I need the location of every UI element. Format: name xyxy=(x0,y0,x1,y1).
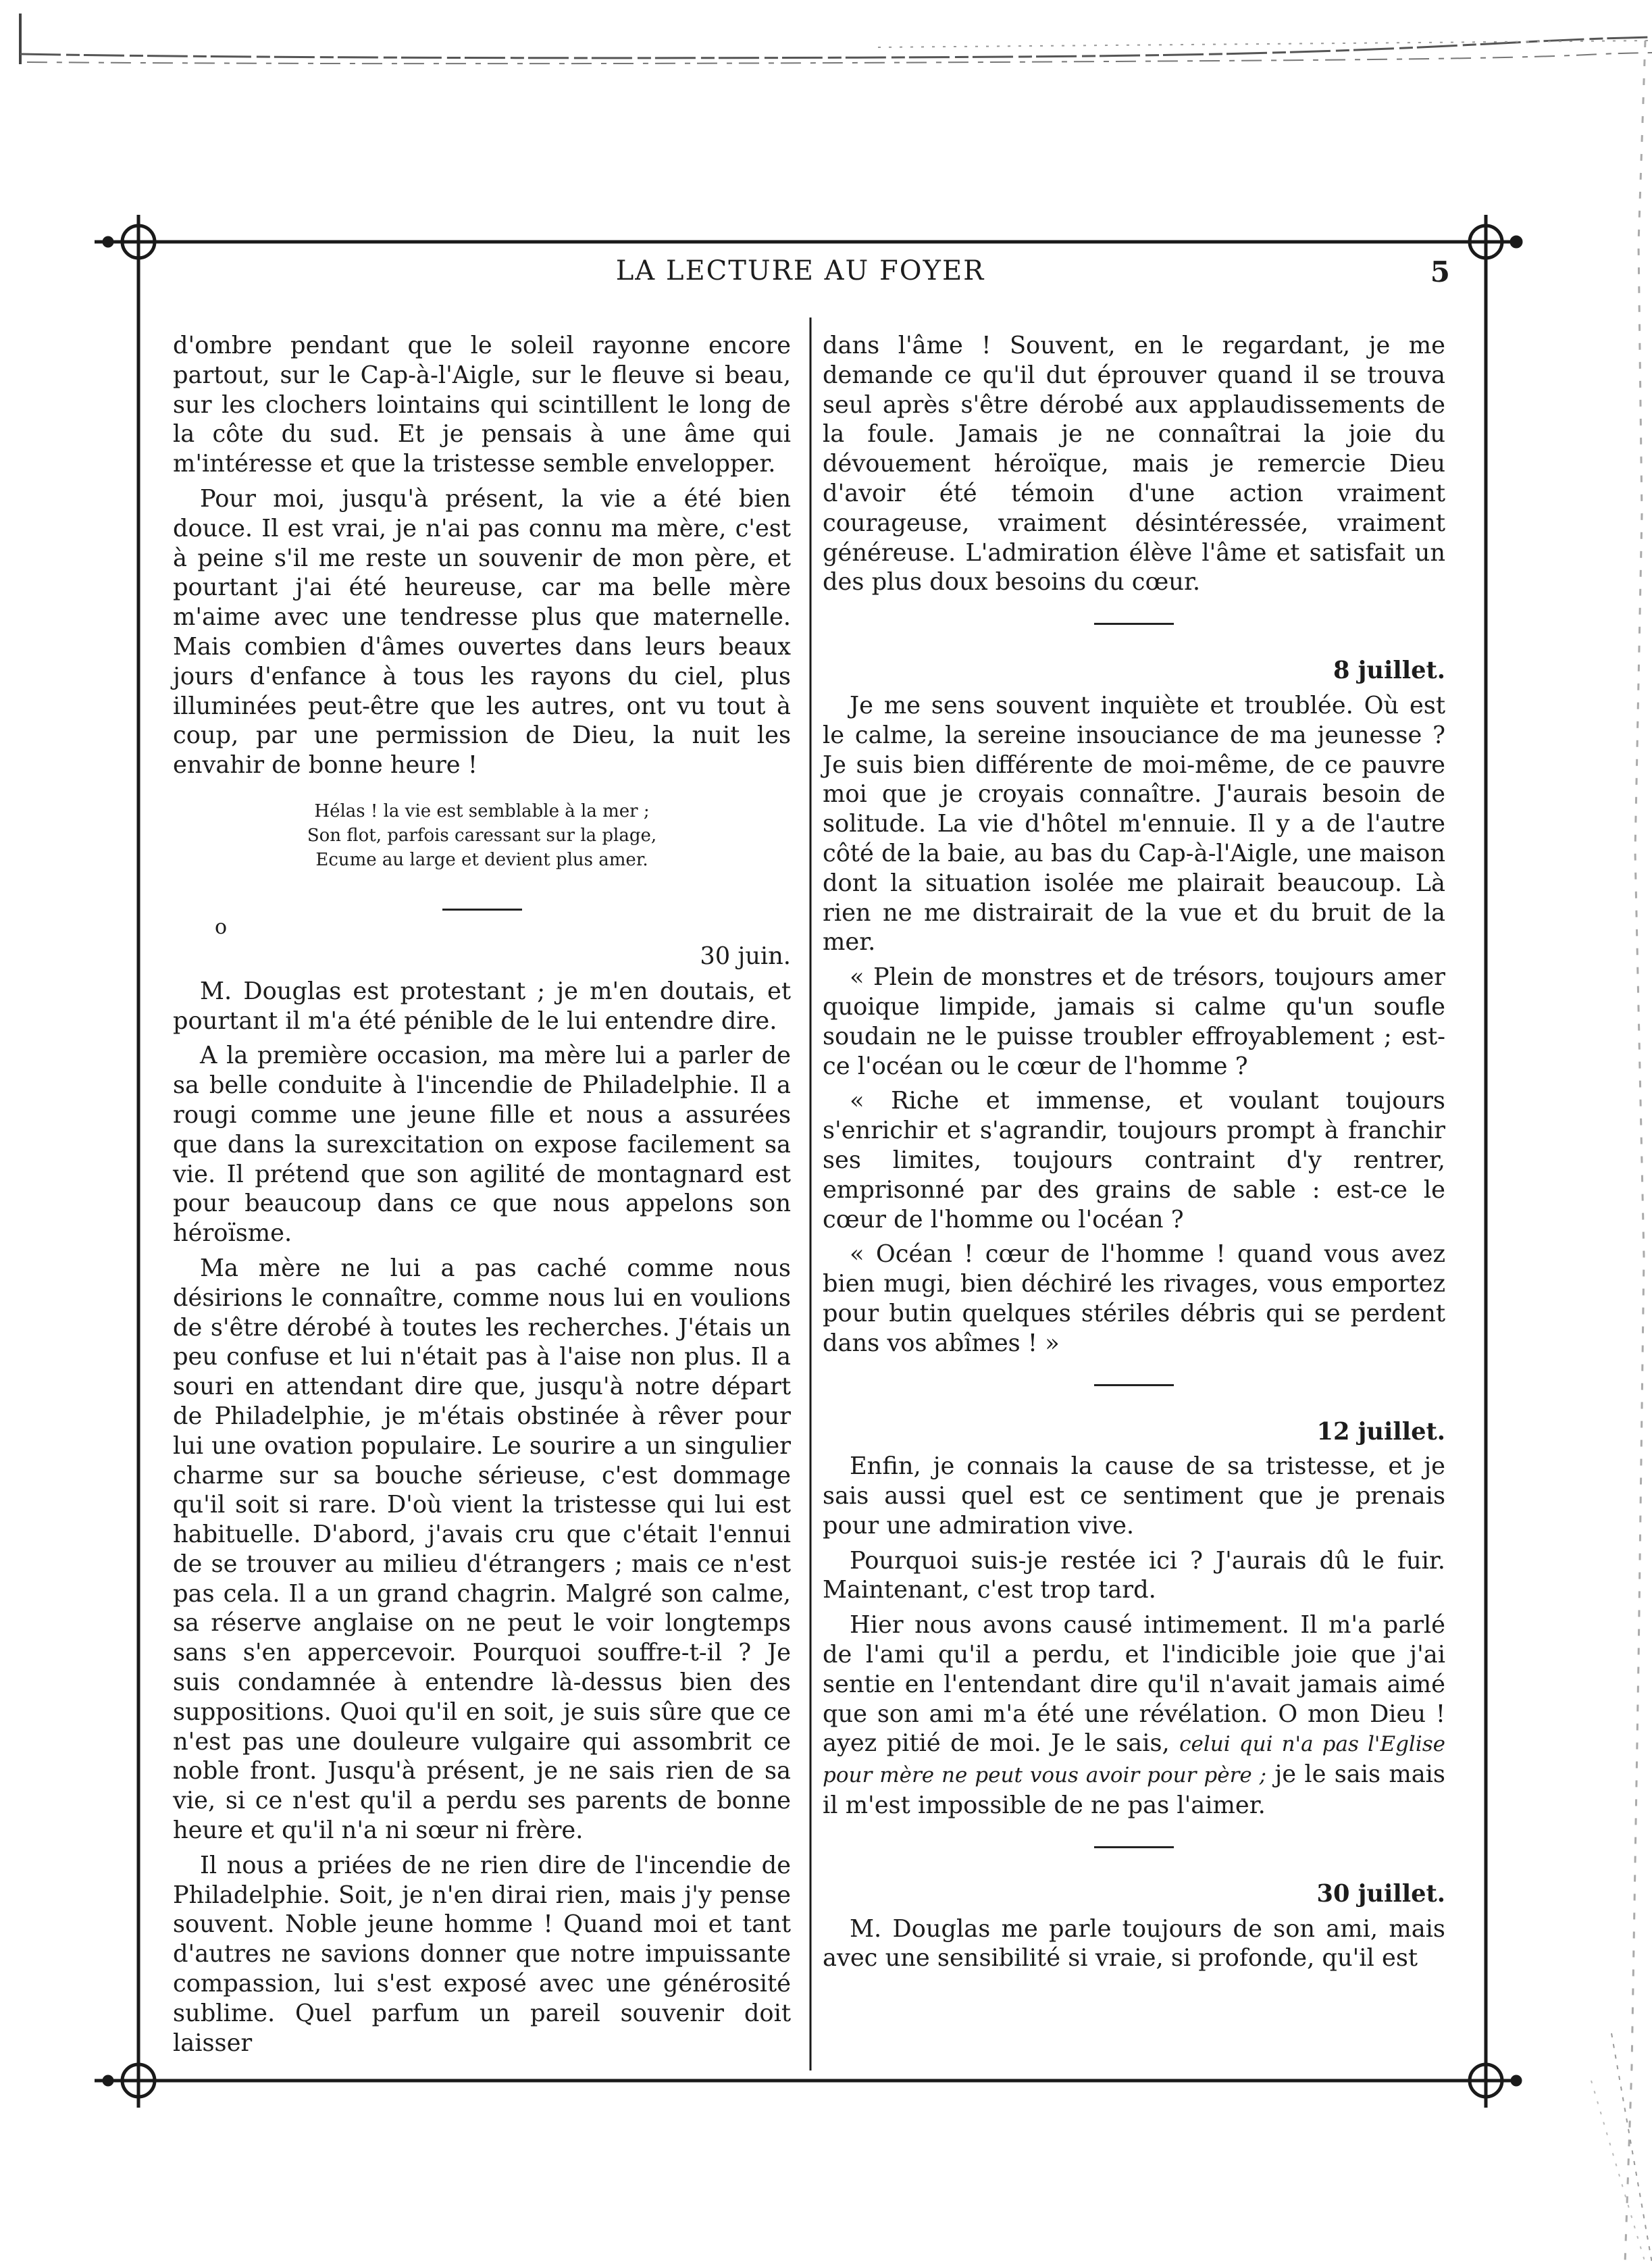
paragraph xyxy=(823,1610,1445,1821)
right-column xyxy=(823,331,1445,1973)
left-column xyxy=(173,331,791,2058)
paragraph: Je me sens souvent inquiète et troublée. Où est le calme, la sereine insouciance de ma jeunesse ? Je suis bien différente de moi-même, de ce pauvre moi que je croyais connaître. J'aurais besoin de solitude. La vie d'hôtel m'ennuie. Il y a de l'autre côté de la baie, au bas du Cap-à-l'Aigle, une maison dont la situation isolée me plairait beaucoup. Là rien ne me distrairait de la vue et du bruit de la mer. xyxy=(823,691,1445,957)
page-number: 5 xyxy=(1430,255,1450,288)
entry-date: 8 juillet. xyxy=(1333,657,1445,685)
entry-date: 30 juillet. xyxy=(1316,1879,1445,1908)
entry-date: 30 juin. xyxy=(700,942,791,970)
italic-quote: celui qui n'a pas l'Eglise pour mère ne peut vous avoir pour père ; xyxy=(823,1732,1445,1788)
paragraph: d'ombre pendant que le soleil rayonne encore partout, sur le Cap-à-l'Aigle, sur le fleuve si beau, sur les clochers lointains qui scintillent le long de la côte du sud. Et je pensais à une âme qui m'intéresse et que la tristesse semble envelopper. xyxy=(173,332,791,478)
paragraph: « Plein de monstres et de trésors, toujours amer quoique limpide, jamais si calme qu'un soufle soudain ne le puisse troubler effroyablement ; est-ce l'océan ou le cœur de l'homme ? xyxy=(823,963,1445,1080)
section-separator xyxy=(1094,1384,1174,1386)
paragraph: A la première occasion, ma mère lui a parler de sa belle conduite à l'incendie de Philadelphie. Il a rougi comme une jeune fille et nous a assurées que dans la surexcitation on expose facilement sa vie. Il prétend que son agilité de montagnard est pour beaucoup dans ce que nous appelons son héroïsme. xyxy=(173,1042,791,1248)
section-separator xyxy=(442,909,522,911)
corner-cross-bottom-left xyxy=(104,2054,169,2108)
paragraph: « Riche et immense, et voulant toujours s'enrichir et s'agrandir, toujours prompt à franchir ses limites, toujours contraint d'y rentrer, emprisonné par des grains de sable : est-ce le cœur de l'homme ou l'océan ? xyxy=(823,1087,1445,1234)
paragraph: M. Douglas est protestant ; je m'en doutais, et pourtant il m'a été pénible de le lui entendre dire. xyxy=(173,977,791,1035)
corner-cross-top-right xyxy=(1455,215,1521,269)
paragraph: Pour moi, jusqu'à présent, la vie a été bien douce. Il est vrai, je n'ai pas connu ma mère, c'est à peine s'il me reste un souvenir de mon père, et pourtant j'ai été heureuse, car ma belle mère m'aime avec une tendresse plus que maternelle. Mais combien d'âmes ouvertes dans leurs beaux jours d'enfance à tous les rayons du ciel, plus illuminées peut-être que les autres, ont vu tout à coup, par une permission de Dieu, la nuit les envahir de bonne heure ! xyxy=(173,484,791,780)
scan-artifact-right-edge xyxy=(1571,41,1652,2263)
paragraph: Ma mère ne lui a pas caché comme nous désirions le connaître, comme nous lui en voulions de s'être dérobé à toutes les recherches. J'étais un peu confuse et lui n'était pas à l'aise non plus. Il a souri en attendant dire que, jusqu'à notre départ de Philadelphie, je m'étais obstinée à rêver pour lui une ovation populaire. Le sourire a un singulier charme sur sa bouche sérieuse, c'est dommage qu'il soit si rare. D'où vient la tristesse qui lui est habituelle. D'abord, j'avais cru que c'était l'ennui de se trouver au milieu d'étrangers ; mais ce n'est pas cela. Il a un grand chagrin. Malgré son calme, sa réserve anglaise on ne peut le voir longtemps sans s'en appercevoir. Pourquoi souffre-t-il ? Je suis condamnée à entendre là-dessus bien des suppositions. Quoi qu'il en soit, je suis sûre que ce n'est pas une douleure vulgaire qui assombrit ce noble front. Jusqu'à présent, je ne sais rien de sa vie, si ce n'est qu'il a perdu ses parents de bonne heure et qu'il n'a ni sœur ni frère. xyxy=(173,1254,791,1845)
running-title: LA LECTURE AU FOYER xyxy=(615,255,985,286)
scan-artifact-top xyxy=(0,0,1652,74)
paragraph: M. Douglas me parle toujours de son ami, mais avec une sensibilité si vraie, si profonde, qu'il est xyxy=(823,1914,1445,1973)
corner-cross-bottom-right xyxy=(1455,2054,1520,2108)
paragraph: Enfin, je connais la cause de sa tristesse, et je sais aussi quel est ce sentiment que je prenais pour une admiration vive. xyxy=(823,1452,1445,1540)
paragraph: Pourquoi suis-je restée ici ? J'aurais dû le fuir. Maintenant, c'est trop tard. xyxy=(823,1546,1445,1604)
poem-quote xyxy=(173,799,791,872)
paragraph: dans l'âme ! Souvent, en le regardant, je me demande ce qu'il dut éprouver quand il se trouva seul après s'être dérobé aux applaudissements de la foule. Jamais je ne connaîtrai la joie du dévouement héroïque, mais je remercie Dieu d'avoir été témoin d'une action vraiment courageuse, vraiment désintéressée, vraiment généreuse. L'admiration élève l'âme et satisfait un des plus doux besoins du cœur. xyxy=(823,332,1445,596)
section-separator xyxy=(1094,1846,1174,1848)
paragraph: « Océan ! cœur de l'homme ! quand vous avez bien mugi, bien déchiré les rivages, vous emportez pour butin quelques stériles débris qui se perdent dans vos abîmes ! » xyxy=(823,1240,1445,1357)
text-run: Hier nous avons causé intimement. Il m'a parlé de l'ami qu'il a perdu, et l'indicible joie que j'ai sentie en l'entendant dire qu'il n'avait jamais aimé que son ami m'a été une révélation. O mon Dieu ! ayez pitié de moi. Je le sais, xyxy=(823,1611,1445,1758)
poem-line: Hélas ! la vie est semblable à la mer ; xyxy=(314,800,650,821)
page-header xyxy=(138,255,1462,296)
poem-line: Ecume au large et devient plus amer. xyxy=(315,849,648,870)
entry-date: 12 juillet. xyxy=(1316,1417,1445,1446)
paragraph: Il nous a priées de ne rien dire de l'incendie de Philadelphie. Soit, je n'en dirai rien, mais j'y pense souvent. Noble jeune homme ! Quand moi et tant d'autres ne savions donner que notre impuissante compassion, lui s'est exposé avec une générosité sublime. Quel parfum un pareil souvenir doit laisser xyxy=(173,1851,791,2057)
text-run: je le sais mais il m'est impossible de ne pas l'aimer. xyxy=(823,1760,1445,1820)
section-separator xyxy=(1094,623,1174,625)
poem-line: Son flot, parfois caressant sur la plage, xyxy=(307,825,657,846)
stray-mark: o xyxy=(215,915,228,939)
